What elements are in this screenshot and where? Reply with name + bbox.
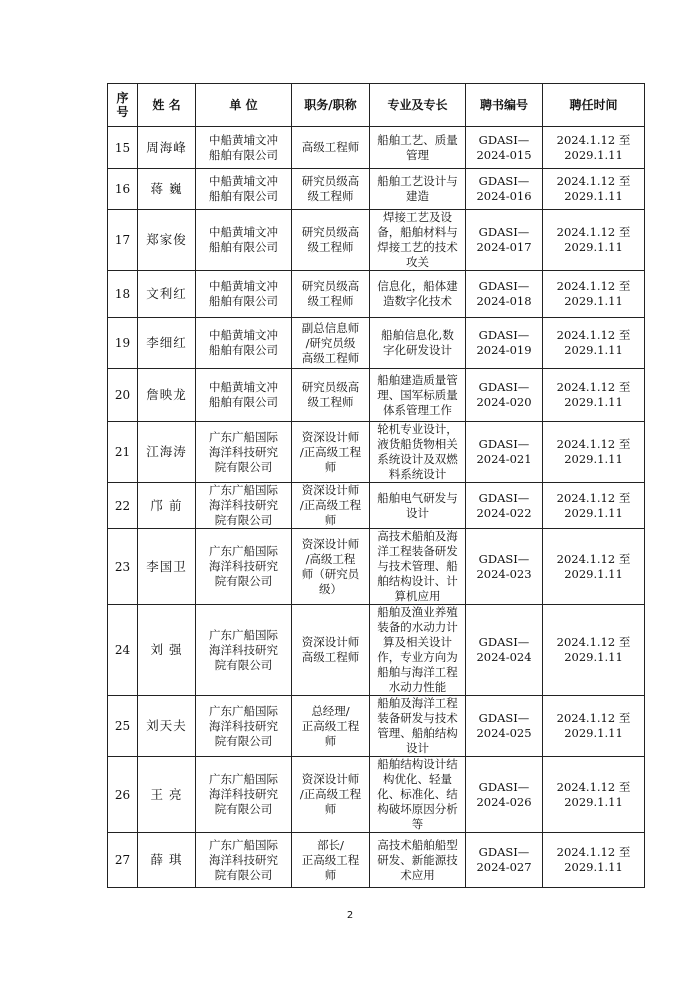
cell-certificate-number: [466, 318, 543, 369]
cell-title-text: 资深设计师 /正高级工程 师: [299, 429, 362, 474]
cell-unit-text: 中船黄埔文冲 船舶有限公司: [209, 380, 278, 409]
cell-serial-number-text: 25: [114, 719, 131, 733]
table-row: [108, 483, 645, 529]
cell-certificate-number: [466, 127, 543, 169]
cell-certificate-number-text: GDASI— 2024-019: [476, 328, 532, 357]
cell-title-text: 资深设计师 /高级工程 师（研究员 级）: [301, 536, 360, 596]
cell-certificate-number-text: GDASI— 2024-021: [476, 437, 532, 466]
cell-appointment-term-text: 2024.1.12 至 2029.1.11: [556, 711, 631, 740]
cell-unit: [196, 483, 292, 529]
cell-serial-number-text: 16: [114, 182, 131, 196]
cell-appointment-term: [543, 696, 645, 757]
cell-title: [292, 529, 370, 605]
cell-title-text: 研究员级高 级工程师: [301, 279, 360, 308]
cell-certificate-number-text: GDASI— 2024-016: [476, 174, 532, 203]
cell-name: [138, 127, 196, 169]
cell-serial-number: [108, 757, 138, 833]
cell-appointment-term: [543, 369, 645, 422]
cell-name: [138, 696, 196, 757]
cell-name-text: 郑家俊: [146, 232, 187, 247]
cell-serial-number: [108, 318, 138, 369]
cell-title-text: 副总信息师 /研究员级 高级工程师: [301, 320, 360, 365]
table-row: [108, 605, 645, 696]
cell-appointment-term: [543, 529, 645, 605]
cell-specialty-text: 船舶建造质量管 理、国军标质量 体系管理工作: [377, 372, 458, 417]
cell-specialty-text: 高技术船舶船型 研发、新能源技 术应用: [377, 837, 458, 882]
cell-unit: [196, 833, 292, 888]
cell-specialty: [370, 696, 466, 757]
cell-certificate-number-text: GDASI— 2024-026: [476, 779, 532, 809]
cell-specialty: [370, 483, 466, 529]
cell-serial-number: [108, 210, 138, 271]
cell-certificate-number: [466, 210, 543, 271]
table-row: [108, 833, 645, 888]
cell-unit-text: 广东广船国际 海洋科技研究 院有限公司: [209, 837, 278, 882]
table-row: [108, 529, 645, 605]
cell-serial-number-text: 18: [114, 287, 131, 301]
cell-certificate-number: [466, 369, 543, 422]
cell-name: [138, 210, 196, 271]
cell-unit-text: 中船黄埔文冲 船舶有限公司: [209, 279, 278, 308]
cell-name-text: 薛 琪: [150, 852, 183, 867]
cell-unit: [196, 605, 292, 696]
cell-appointment-term: [543, 605, 645, 696]
cell-appointment-term-text: 2024.1.12 至 2029.1.11: [556, 225, 631, 254]
header-name: 姓 名: [138, 84, 196, 127]
cell-name-text: 蒋 巍: [150, 181, 183, 196]
cell-name: [138, 757, 196, 833]
cell-certificate-number-text: GDASI— 2024-022: [476, 490, 532, 520]
cell-appointment-term: [543, 757, 645, 833]
cell-appointment-term-text: 2024.1.12 至 2029.1.11: [556, 437, 631, 466]
cell-name-text: 刘天夫: [146, 718, 187, 733]
cell-certificate-number: [466, 529, 543, 605]
cell-serial-number-text: 24: [114, 643, 131, 657]
cell-name: [138, 529, 196, 605]
cell-certificate-number-text: GDASI— 2024-027: [476, 845, 532, 874]
cell-unit-text: 中船黄埔文冲 船舶有限公司: [209, 174, 278, 203]
cell-name: [138, 169, 196, 210]
cell-specialty: [370, 605, 466, 696]
cell-unit-text: 广东广船国际 海洋科技研究 院有限公司: [209, 483, 278, 527]
cell-title-text: 资深设计师 高级工程师: [301, 635, 360, 664]
cell-certificate-number: [466, 757, 543, 833]
cell-name-text: 李细红: [146, 335, 187, 350]
cell-certificate-number: [466, 696, 543, 757]
cell-appointment-term-text: 2024.1.12 至 2029.1.11: [556, 635, 631, 664]
cell-certificate-number: [466, 422, 543, 483]
cell-specialty-text: 信息化，船体建 造数字化技术: [377, 279, 458, 308]
cell-serial-number: [108, 169, 138, 210]
cell-unit: [196, 127, 292, 169]
cell-unit-text: 广东广船国际 海洋科技研究 院有限公司: [209, 429, 278, 474]
cell-specialty-text: 高技术船舶及海 洋工程装备研发 与技术管理、船 舶结构设计、计 算机应用: [377, 529, 458, 603]
cell-serial-number: [108, 483, 138, 529]
cell-certificate-number-text: GDASI— 2024-024: [476, 635, 532, 664]
cell-name: [138, 833, 196, 888]
cell-name-text: 李国卫: [146, 558, 187, 574]
cell-specialty: [370, 833, 466, 888]
cell-appointment-term: [543, 318, 645, 369]
cell-specialty: [370, 169, 466, 210]
header-specialty: 专业及专长: [370, 84, 466, 127]
cell-serial-number: [108, 696, 138, 757]
cell-serial-number: [108, 529, 138, 605]
cell-serial-number: [108, 422, 138, 483]
header-serial-number: 序 号: [108, 84, 138, 127]
table-row: [108, 271, 645, 318]
cell-specialty-text: 船舶工艺、质量 管理: [377, 132, 458, 162]
cell-unit: [196, 757, 292, 833]
cell-certificate-number-text: GDASI— 2024-017: [476, 225, 532, 254]
cell-name: [138, 605, 196, 696]
cell-serial-number-text: 15: [114, 140, 131, 155]
cell-unit-text: 广东广船国际 海洋科技研究 院有限公司: [209, 544, 278, 588]
cell-appointment-term-text: 2024.1.12 至 2029.1.11: [556, 174, 631, 203]
cell-serial-number: [108, 271, 138, 318]
cell-appointment-term-text: 2024.1.12 至 2029.1.11: [556, 490, 631, 520]
table-row: [108, 696, 645, 757]
cell-specialty: [370, 757, 466, 833]
cell-appointment-term-text: 2024.1.12 至 2029.1.11: [556, 328, 631, 357]
cell-unit: [196, 210, 292, 271]
cell-title: [292, 757, 370, 833]
cell-title: [292, 833, 370, 888]
cell-specialty: [370, 318, 466, 369]
cell-name: [138, 422, 196, 483]
expert-appointment-table: [107, 83, 645, 888]
cell-certificate-number-text: GDASI— 2024-015: [476, 132, 532, 162]
cell-title: [292, 210, 370, 271]
cell-title-text: 研究员级高 级工程师: [301, 174, 360, 203]
cell-name: [138, 318, 196, 369]
cell-serial-number: [108, 833, 138, 888]
cell-certificate-number: [466, 271, 543, 318]
table-row: [108, 210, 645, 271]
cell-serial-number-text: 19: [114, 336, 131, 350]
cell-certificate-number-text: GDASI— 2024-020: [476, 380, 532, 409]
cell-title-text: 高级工程师: [301, 140, 360, 154]
cell-specialty-text: 船舶信息化,数 字化研发设计: [381, 328, 454, 357]
cell-title: [292, 696, 370, 757]
cell-appointment-term: [543, 483, 645, 529]
cell-serial-number-text: 26: [114, 787, 131, 802]
cell-serial-number-text: 17: [114, 233, 131, 247]
cell-unit: [196, 529, 292, 605]
cell-appointment-term: [543, 127, 645, 169]
cell-specialty: [370, 210, 466, 271]
cell-specialty: [370, 422, 466, 483]
cell-certificate-number-text: GDASI— 2024-025: [476, 711, 532, 740]
cell-appointment-term-text: 2024.1.12 至 2029.1.11: [556, 551, 631, 581]
cell-title-text: 资深设计师 /正高级工程 师: [299, 772, 362, 816]
cell-name-text: 詹映龙: [146, 387, 187, 402]
cell-specialty: [370, 369, 466, 422]
cell-specialty-text: 船舶结构设计结 构优化、轻量 化、标准化、结 构破坏原因分析 等: [377, 757, 458, 831]
header-appointment-term: 聘任时间: [543, 84, 645, 127]
cell-unit-text: 中船黄埔文冲 船舶有限公司: [209, 225, 278, 254]
cell-certificate-number-text: GDASI— 2024-023: [476, 551, 532, 581]
cell-title: [292, 483, 370, 529]
page-number: 2: [346, 910, 354, 921]
cell-certificate-number: [466, 605, 543, 696]
header-unit: 单 位: [196, 84, 292, 127]
cell-name: [138, 271, 196, 318]
cell-title: [292, 127, 370, 169]
cell-specialty: [370, 271, 466, 318]
cell-appointment-term: [543, 422, 645, 483]
cell-unit-text: 广东广船国际 海洋科技研究 院有限公司: [209, 627, 278, 672]
cell-specialty-text: 焊接工艺及设 备，船舶材料与 焊接工艺的技术 攻关: [377, 210, 458, 269]
cell-appointment-term-text: 2024.1.12 至 2029.1.11: [556, 845, 631, 874]
table-header-row: [108, 84, 645, 127]
cell-appointment-term-text: 2024.1.12 至 2029.1.11: [556, 380, 631, 409]
cell-certificate-number: [466, 833, 543, 888]
cell-title-text: 研究员级高 级工程师: [301, 380, 360, 409]
cell-unit-text: 中船黄埔文冲 船舶有限公司: [209, 132, 278, 162]
cell-appointment-term: [543, 169, 645, 210]
cell-name-text: 文利红: [146, 286, 187, 301]
expert-appointment-table-sheet: [107, 83, 644, 888]
cell-serial-number-text: 21: [114, 445, 131, 459]
cell-title-text: 资深设计师 /正高级工程 师: [299, 483, 362, 527]
cell-name: [138, 369, 196, 422]
cell-appointment-term: [543, 833, 645, 888]
cell-specialty-text: 船舶电气研发与 设计: [377, 490, 458, 520]
cell-title-text: 研究员级高 级工程师: [301, 225, 360, 254]
cell-title-text: 部长/ 正高级工程 师: [301, 837, 360, 882]
cell-title: [292, 318, 370, 369]
table-row: [108, 318, 645, 369]
cell-unit-text: 中船黄埔文冲 船舶有限公司: [209, 328, 278, 357]
cell-unit: [196, 271, 292, 318]
cell-name-text: 周海峰: [146, 139, 187, 155]
cell-name-text: 邝 前: [150, 497, 183, 513]
cell-serial-number: [108, 605, 138, 696]
cell-appointment-term: [543, 210, 645, 271]
cell-unit-text: 广东广船国际 海洋科技研究 院有限公司: [209, 703, 278, 748]
header-title: 职务/职称: [292, 84, 370, 127]
table-row: [108, 422, 645, 483]
cell-serial-number-text: 22: [114, 498, 131, 513]
table-row: [108, 169, 645, 210]
cell-unit-text: 广东广船国际 海洋科技研究 院有限公司: [209, 772, 278, 816]
cell-unit: [196, 169, 292, 210]
table-row: [108, 369, 645, 422]
cell-unit: [196, 318, 292, 369]
cell-appointment-term-text: 2024.1.12 至 2029.1.11: [556, 779, 631, 809]
cell-name-text: 刘 强: [150, 642, 183, 657]
cell-title: [292, 422, 370, 483]
cell-specialty: [370, 529, 466, 605]
cell-name-text: 江海涛: [146, 444, 187, 459]
cell-serial-number: [108, 369, 138, 422]
cell-appointment-term-text: 2024.1.12 至 2029.1.11: [556, 279, 631, 308]
table-row: [108, 757, 645, 833]
cell-title: [292, 369, 370, 422]
cell-serial-number-text: 20: [114, 388, 131, 402]
cell-name-text: 王 亮: [150, 786, 183, 802]
cell-certificate-number-text: GDASI— 2024-018: [476, 279, 532, 308]
cell-serial-number-text: 23: [114, 559, 131, 574]
cell-title-text: 总经理/ 正高级工程 师: [301, 703, 360, 748]
cell-specialty-text: 船舶及海洋工程 装备研发与技术 管理、船舶结构 设计: [377, 696, 458, 755]
table-row: [108, 127, 645, 169]
cell-serial-number-text: 27: [114, 853, 131, 867]
cell-name: [138, 483, 196, 529]
cell-title: [292, 271, 370, 318]
cell-certificate-number: [466, 169, 543, 210]
cell-specialty-text: 轮机专业设计， 液货船货物相关 系统设计及双燃 料系统设计: [377, 422, 458, 481]
cell-title: [292, 169, 370, 210]
header-certificate-number: 聘书编号: [466, 84, 543, 127]
cell-specialty-text: 船舶及渔业养殖 装备的水动力计 算及相关设计 作，专业方向为 船舶与海洋工程 水动力性能: [377, 605, 458, 694]
cell-certificate-number: [466, 483, 543, 529]
cell-appointment-term: [543, 271, 645, 318]
cell-unit: [196, 422, 292, 483]
cell-unit: [196, 369, 292, 422]
cell-specialty-text: 船舶工艺设计与 建造: [377, 174, 458, 203]
table-body: [108, 127, 645, 888]
cell-appointment-term-text: 2024.1.12 至 2029.1.11: [556, 132, 631, 162]
cell-title: [292, 605, 370, 696]
cell-unit: [196, 696, 292, 757]
cell-specialty: [370, 127, 466, 169]
cell-serial-number: [108, 127, 138, 169]
